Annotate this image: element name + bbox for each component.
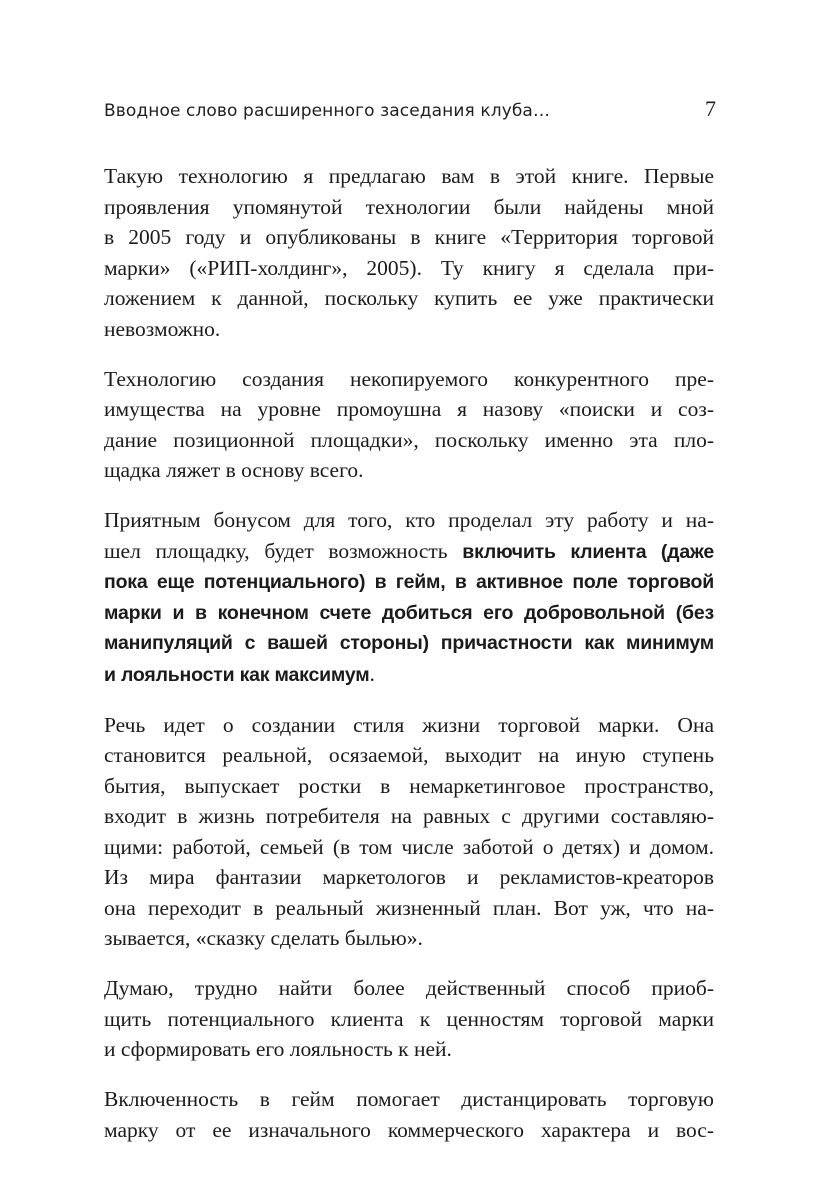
book-page	[104, 96, 714, 1165]
text-line: в 2005 году и опубликованы в книге «Территория торговой	[104, 225, 714, 249]
body-text	[104, 161, 714, 1145]
text-line: щими: работой, семьей (в том числе заботой о детях) и домом.	[104, 834, 714, 859]
running-header	[104, 96, 714, 126]
text-line: Включенность в гейм помогает дистанцировать торговую	[104, 1087, 714, 1111]
page-number: 7	[705, 96, 716, 121]
paragraph-5	[104, 973, 714, 1065]
paragraph-6	[104, 1084, 714, 1145]
text-line: проявления упомянутой технологии были найдены мной	[104, 194, 714, 219]
text-line: входит в жизнь потребителя на равных с другими составляю-	[104, 804, 714, 828]
text-line: марку от ее изначального коммерческого характера и вос-	[104, 1117, 714, 1142]
paragraph-3	[104, 505, 714, 690]
text-line: зывается, «сказку сделать былью».	[104, 926, 423, 950]
emphasis-line: марки и в конечном счете добиться его добровольной (без	[104, 601, 714, 624]
text-line: щадка ляжет в основу всего.	[104, 458, 364, 482]
running-title: Вводное слово расширенного заседания клуба…	[104, 101, 551, 121]
text-line: марки» («РИП-холдинг», 2005). Ту книгу я сделала при-	[104, 255, 714, 280]
emphasis-text: и лояльности как максимум	[104, 663, 370, 686]
text-line: Технологию создания некопируемого конкурентного пре-	[104, 366, 714, 391]
plain-text: шел площадку, будет возможность	[104, 538, 463, 563]
paragraph-1	[104, 161, 714, 344]
text-line: и сформировать его лояльность к ней.	[104, 1037, 452, 1061]
text-line: щить потенциального клиента к ценностям торговой марки	[104, 1006, 714, 1031]
text-line: бытия, выпускает ростки в немаркетинговое пространство,	[104, 773, 714, 798]
text-line: становится реальной, осязаемой, выходит на иную ступень	[104, 743, 714, 767]
emphasis-line: пока еще потенциального) в гейм, в активное поле торговой	[104, 571, 714, 593]
text-line: Речь идет о создании стиля жизни торговой марки. Она	[104, 712, 714, 737]
text-line: Из мира фантазии маркетологов и рекламистов-креаторов	[104, 865, 714, 889]
text-line: невозможно.	[104, 316, 221, 341]
paragraph-4	[104, 710, 714, 954]
text-line: она переходит в реальный жизненный план. Вот уж, что на-	[104, 895, 714, 920]
emphasis-line: манипуляций с вашей стороны) причастности как минимум	[104, 632, 714, 654]
text-line	[104, 536, 714, 568]
plain-text: .	[369, 661, 375, 686]
text-line: ложением к данной, поскольку купить ее уже практически	[104, 286, 714, 310]
text-line: дание позиционной площадки», поскольку именно эта пло-	[104, 427, 714, 452]
text-line: Думаю, трудно найти более действенный способ приоб-	[104, 976, 714, 1000]
emphasis-text: включить клиента (даже	[462, 540, 714, 563]
text-line: имущества на уровне промоушна я назову «поиски и соз-	[104, 397, 714, 421]
text-line: Приятным бонусом для того, кто проделал эту работу и на-	[104, 508, 714, 532]
text-line: Такую технологию я предлагаю вам в этой книге. Первые	[104, 164, 714, 188]
paragraph-2	[104, 364, 714, 486]
text-line	[104, 659, 714, 691]
